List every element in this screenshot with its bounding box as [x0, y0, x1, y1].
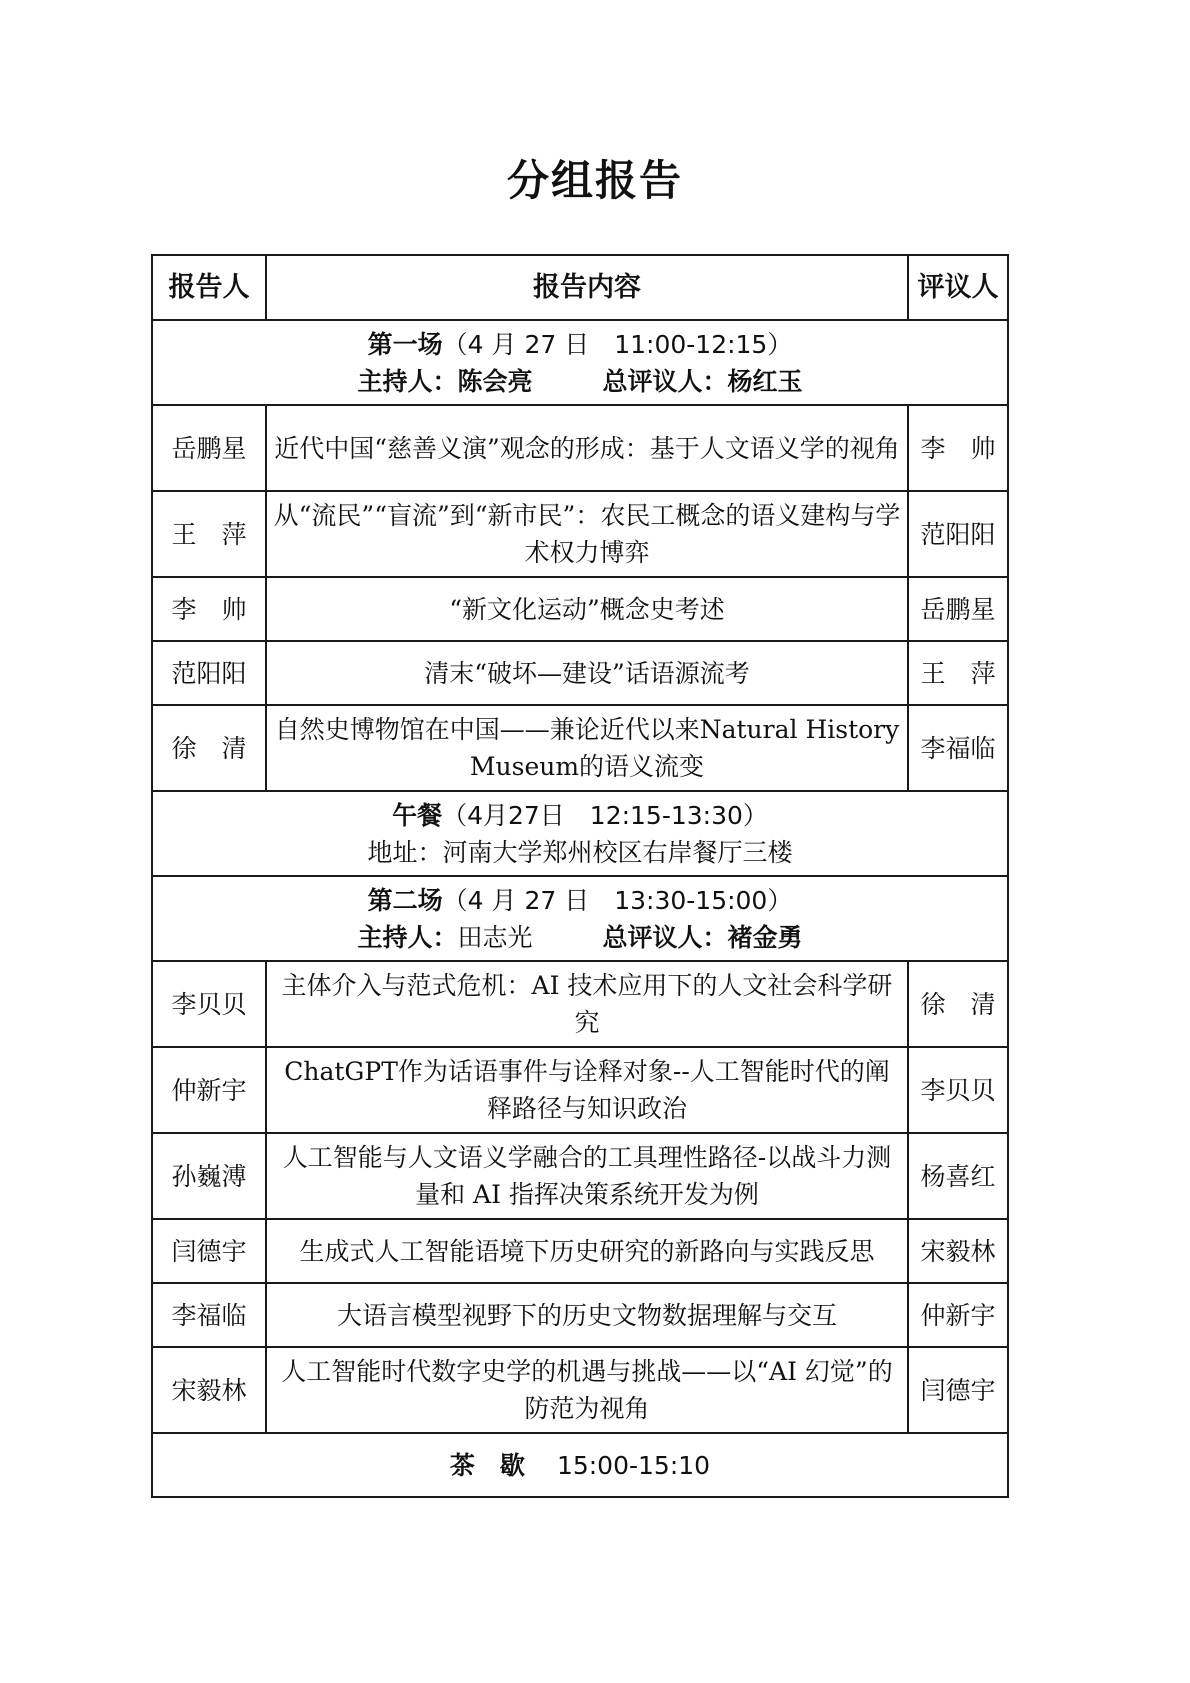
speaker-cell: 宋毅林 — [152, 1347, 266, 1433]
session-2-reviewer-label: 总评议人： — [602, 922, 728, 952]
session-2-host-label: 主持人： — [357, 922, 458, 952]
table-row — [152, 491, 1008, 577]
session-2-header — [152, 876, 1008, 961]
tea-break-label: 茶 歇 — [449, 1450, 525, 1480]
tea-break-row — [152, 1433, 1008, 1497]
content-cell: 近代中国“慈善义演”观念的形成：基于人文语义学的视角 — [266, 405, 908, 491]
speaker-cell: 岳鹏星 — [152, 405, 266, 491]
table-row — [152, 705, 1008, 791]
table-header-row — [152, 255, 1008, 320]
speaker-cell: 闫德宇 — [152, 1219, 266, 1283]
reviewer-cell: 岳鹏星 — [908, 577, 1008, 641]
lunch-address: 地址：河南大学郑州校区右岸餐厅三楼 — [367, 837, 793, 867]
content-cell: 人工智能时代数字史学的机遇与挑战——以“AI 幻觉”的防范为视角 — [266, 1347, 908, 1433]
content-cell: 主体介入与范式危机：AI 技术应用下的人文社会科学研究 — [266, 961, 908, 1047]
session-2-host: 田志光 — [457, 922, 533, 952]
speaker-cell: 范阳阳 — [152, 641, 266, 705]
header-content: 报告内容 — [266, 255, 908, 320]
reviewer-cell: 宋毅林 — [908, 1219, 1008, 1283]
content-cell: 生成式人工智能语境下历史研究的新路向与实践反思 — [266, 1219, 908, 1283]
page-title: 分组报告 — [506, 156, 683, 205]
reviewer-cell: 徐 清 — [908, 961, 1008, 1047]
content-cell: 自然史博物馆在中国——兼论近代以来Natural History Museum的语义流变 — [266, 705, 908, 791]
speaker-cell: 李贝贝 — [152, 961, 266, 1047]
lunch-label: 午餐 — [392, 800, 443, 830]
header-reviewer: 评议人 — [908, 255, 1008, 320]
reviewer-cell: 李福临 — [908, 705, 1008, 791]
session-1-header — [152, 320, 1008, 405]
reviewer-cell: 李 帅 — [908, 405, 1008, 491]
tea-break-time: 15:00-15:10 — [556, 1450, 711, 1480]
table-row — [152, 577, 1008, 641]
reviewer-cell: 王 萍 — [908, 641, 1008, 705]
header-speaker: 报告人 — [152, 255, 266, 320]
table-row — [152, 1047, 1008, 1133]
reviewer-cell: 杨喜红 — [908, 1133, 1008, 1219]
session-1-host: 陈会亮 — [457, 366, 533, 396]
session-1-label: 第一场 — [367, 329, 443, 359]
session-2-reviewer: 褚金勇 — [727, 922, 803, 952]
content-cell: 人工智能与人文语义学融合的工具理性路径-以战斗力测量和 AI 指挥决策系统开发为例 — [266, 1133, 908, 1219]
table-row — [152, 405, 1008, 491]
content-cell: 大语言模型视野下的历史文物数据理解与交互 — [266, 1283, 908, 1347]
session-1-reviewer-label: 总评议人： — [602, 366, 728, 396]
speaker-cell: 仲新宇 — [152, 1047, 266, 1133]
speaker-cell: 徐 清 — [152, 705, 266, 791]
table-row — [152, 1347, 1008, 1433]
table-row — [152, 1219, 1008, 1283]
speaker-cell: 李福临 — [152, 1283, 266, 1347]
table-row — [152, 961, 1008, 1047]
reviewer-cell: 李贝贝 — [908, 1047, 1008, 1133]
lunch-time: （4月27日 12:15-13:30） — [442, 800, 768, 830]
content-cell: 从“流民”“盲流”到“新市民”：农民工概念的语义建构与学术权力博弈 — [266, 491, 908, 577]
content-cell: “新文化运动”概念史考述 — [266, 577, 908, 641]
speaker-cell: 孙巍溥 — [152, 1133, 266, 1219]
reviewer-cell: 仲新宇 — [908, 1283, 1008, 1347]
session-2-time: （4 月 27 日 13:30-15:00） — [442, 885, 793, 915]
reviewer-cell: 闫德宇 — [908, 1347, 1008, 1433]
table-row — [152, 1283, 1008, 1347]
session-1-reviewer: 杨红玉 — [727, 366, 803, 396]
table-row — [152, 1133, 1008, 1219]
lunch-row — [152, 791, 1008, 876]
content-cell: ChatGPT作为话语事件与诠释对象--人工智能时代的阐释路径与知识政治 — [266, 1047, 908, 1133]
speaker-cell: 李 帅 — [152, 577, 266, 641]
speaker-cell: 王 萍 — [152, 491, 266, 577]
session-2-label: 第二场 — [367, 885, 443, 915]
session-1-host-label: 主持人： — [357, 366, 458, 396]
content-cell: 清末“破坏—建设”话语源流考 — [266, 641, 908, 705]
reviewer-cell: 范阳阳 — [908, 491, 1008, 577]
session-1-time: （4 月 27 日 11:00-12:15） — [442, 329, 793, 359]
table-row — [152, 641, 1008, 705]
schedule-table — [151, 254, 1009, 1498]
